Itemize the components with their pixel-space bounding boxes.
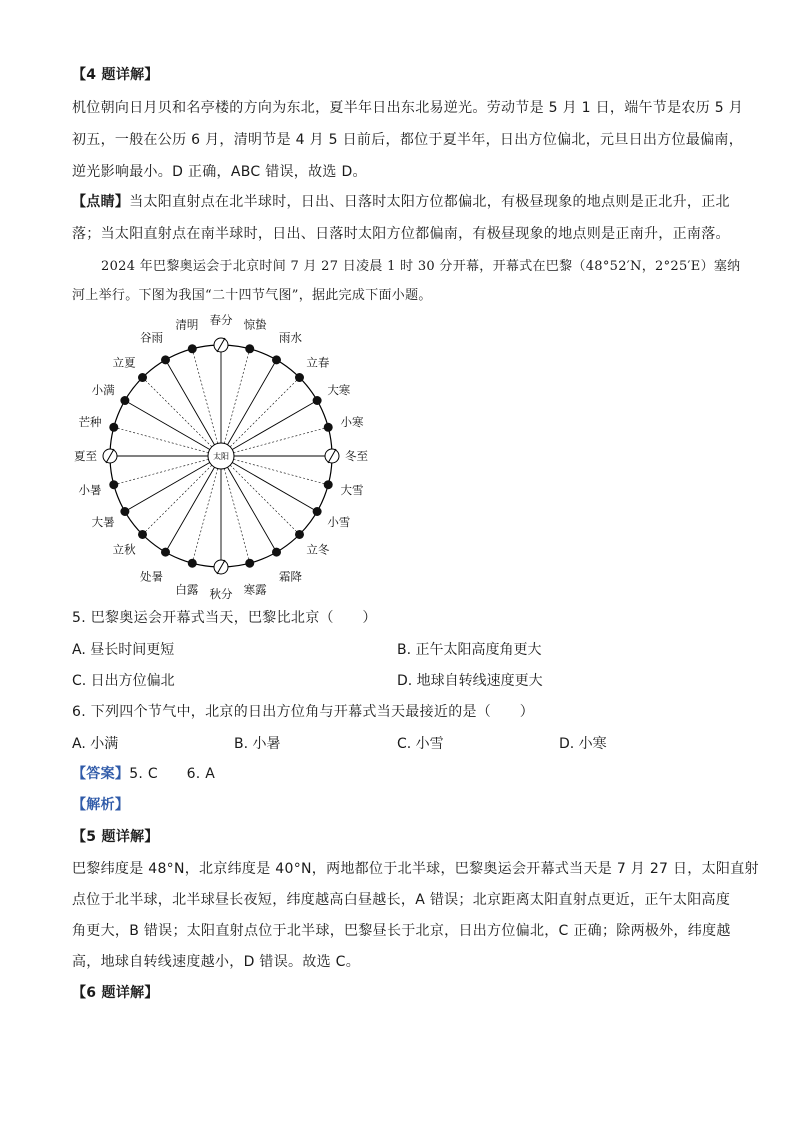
- term-label-5: 寒露: [243, 582, 267, 597]
- term-label-19: 惊蛰: [243, 317, 267, 332]
- spoke-9: [143, 465, 212, 534]
- spoke-22: [232, 401, 317, 450]
- analysis-tag: 【解析】: [72, 797, 130, 813]
- term-label-11: 小暑: [78, 483, 102, 498]
- term-label-12: 夏至: [74, 449, 97, 463]
- term-label-21: 立春: [306, 355, 330, 370]
- answer-tag: 【答案】: [72, 766, 130, 782]
- dianjing-line-2: 落；当太阳直射点在南半球时，日出、日落时太阳方位都偏南，有极昼现象的地点则是正南升，正南落。: [72, 226, 730, 242]
- q4-header: 【4 题详解】: [72, 67, 159, 83]
- spoke-16: [166, 360, 215, 445]
- marker-dot-9: [138, 530, 147, 539]
- q5-stem: 5. 巴黎奥运会开幕式当天，巴黎比北京（ ）: [72, 610, 377, 626]
- term-label-20: 雨水: [279, 330, 302, 345]
- marker-dot-13: [109, 423, 118, 432]
- q5-option-c: C. 日出方位偏北: [72, 673, 175, 689]
- marker-dot-14: [120, 396, 129, 405]
- q6-option-b: B. 小暑: [234, 736, 281, 752]
- marker-dot-23: [324, 423, 333, 432]
- marker-dot-22: [313, 396, 322, 405]
- answer-text: 5. C 6. A: [129, 766, 216, 782]
- term-label-7: 白露: [175, 582, 199, 597]
- intro-line-2: 河上举行。下图为我国“二十四节气图”，据此完成下面小题。: [72, 288, 432, 303]
- spoke-20: [228, 360, 277, 445]
- q5-analysis-line-3: 角更大，B 错误；太阳直射点位于北半球，巴黎昼长于北京，日出方位偏北，C 正确；除两极外，纬度越: [72, 923, 731, 939]
- spoke-13: [114, 427, 209, 452]
- spoke-23: [234, 427, 329, 452]
- marker-dot-4: [272, 548, 281, 557]
- spoke-2: [232, 463, 317, 512]
- marker-dot-20: [272, 355, 281, 364]
- answer-line: [72, 765, 215, 783]
- spoke-14: [125, 401, 210, 450]
- spoke-21: [230, 378, 299, 447]
- term-label-15: 立夏: [112, 355, 136, 370]
- term-label-23: 小寒: [340, 414, 364, 429]
- spoke-17: [192, 349, 217, 444]
- marker-dot-21: [295, 373, 304, 382]
- spoke-5: [224, 469, 249, 564]
- spoke-4: [228, 467, 277, 552]
- q5-analysis-line-2: 点位于北半球，北半球昼长夜短，纬度越高白昼越长，A 错误；北京距离太阳直射点更近，正午太阳高度: [72, 892, 731, 908]
- q6-header: 【6 题详解】: [72, 985, 159, 1001]
- marker-dot-15: [138, 373, 147, 382]
- q5-option-d: D. 地球自转线速度更大: [397, 673, 543, 689]
- sun-label: 太阳: [213, 452, 229, 461]
- term-label-0: 冬至: [345, 449, 368, 463]
- term-label-17: 清明: [175, 317, 199, 332]
- spoke-15: [143, 378, 212, 447]
- q5-option-b: B. 正午太阳高度角更大: [397, 642, 542, 658]
- q4-line-2: 初五，一般在公历 6 月，清明节是 4 月 5 日前后，都位于夏半年，日出方位偏北，元旦日出方位最偏南，: [72, 132, 744, 148]
- term-label-18: 春分: [209, 313, 233, 327]
- q6-stem: 6. 下列四个节气中，北京的日出方位角与开幕式当天最接近的是（ ）: [72, 704, 535, 720]
- spoke-1: [234, 459, 329, 484]
- q6-option-d: D. 小寒: [559, 736, 607, 752]
- spoke-7: [192, 469, 217, 564]
- term-label-13: 芒种: [78, 414, 102, 429]
- marker-dot-3: [295, 530, 304, 539]
- term-label-4: 霜降: [279, 569, 302, 584]
- term-label-16: 谷雨: [140, 330, 163, 345]
- term-label-2: 小雪: [327, 515, 351, 529]
- term-label-1: 大雪: [340, 483, 364, 498]
- marker-dot-1: [324, 480, 333, 489]
- q5-header: 【5 题详解】: [72, 829, 159, 845]
- term-label-22: 大寒: [327, 383, 351, 397]
- spoke-10: [125, 463, 210, 512]
- q5-analysis-line-1: 巴黎纬度是 48°N，北京纬度是 40°N，两地都位于北半球，巴黎奥运会开幕式当天是 7 月 27 日，太阳直射: [72, 861, 759, 877]
- q6-option-c: C. 小雪: [397, 736, 444, 752]
- term-label-6: 秋分: [209, 587, 233, 601]
- spoke-19: [224, 349, 249, 444]
- term-label-3: 立冬: [306, 542, 330, 557]
- dianjing-tag: 【点睛】: [72, 194, 130, 210]
- solar-terms-diagram: [72, 313, 372, 601]
- q5-analysis-line-4: 高，地球自转线速度越小，D 错误。故选 C。: [72, 954, 361, 970]
- term-label-9: 立秋: [112, 542, 136, 557]
- term-label-10: 大暑: [91, 515, 115, 529]
- marker-dot-11: [109, 480, 118, 489]
- term-label-14: 小满: [91, 383, 115, 397]
- marker-dot-19: [245, 344, 254, 353]
- marker-dot-2: [313, 507, 322, 516]
- dianjing-line-1: [72, 193, 730, 211]
- marker-dot-10: [120, 507, 129, 516]
- q4-line-1: 机位朝向日月贝和名亭楼的方向为东北，夏半年日出东北易逆光。劳动节是 5 月 1 日，端午节是农历 5 月: [72, 100, 744, 116]
- q5-option-a: A. 昼长时间更短: [72, 642, 175, 658]
- intro-line-1: 2024 年巴黎奥运会于北京时间 7 月 27 日凌晨 1 时 30 分开幕，开幕式在巴黎（48°52′N，2°25′E）塞纳: [101, 259, 741, 274]
- q4-line-3: 逆光影响最小。D 正确，ABC 错误，故选 D。: [72, 164, 367, 180]
- marker-dot-17: [188, 344, 197, 353]
- dianjing-text-1: 当太阳直射点在北半球时，日出、日落时太阳方位都偏北，有极昼现象的地点则是正北升，正北: [129, 194, 730, 210]
- marker-dot-8: [161, 548, 170, 557]
- marker-dot-7: [188, 559, 197, 568]
- spoke-11: [114, 459, 209, 484]
- spoke-8: [166, 467, 215, 552]
- term-label-8: 处暑: [140, 569, 163, 584]
- marker-dot-16: [161, 355, 170, 364]
- q6-option-a: A. 小满: [72, 736, 119, 752]
- spoke-3: [230, 465, 299, 534]
- marker-dot-5: [245, 559, 254, 568]
